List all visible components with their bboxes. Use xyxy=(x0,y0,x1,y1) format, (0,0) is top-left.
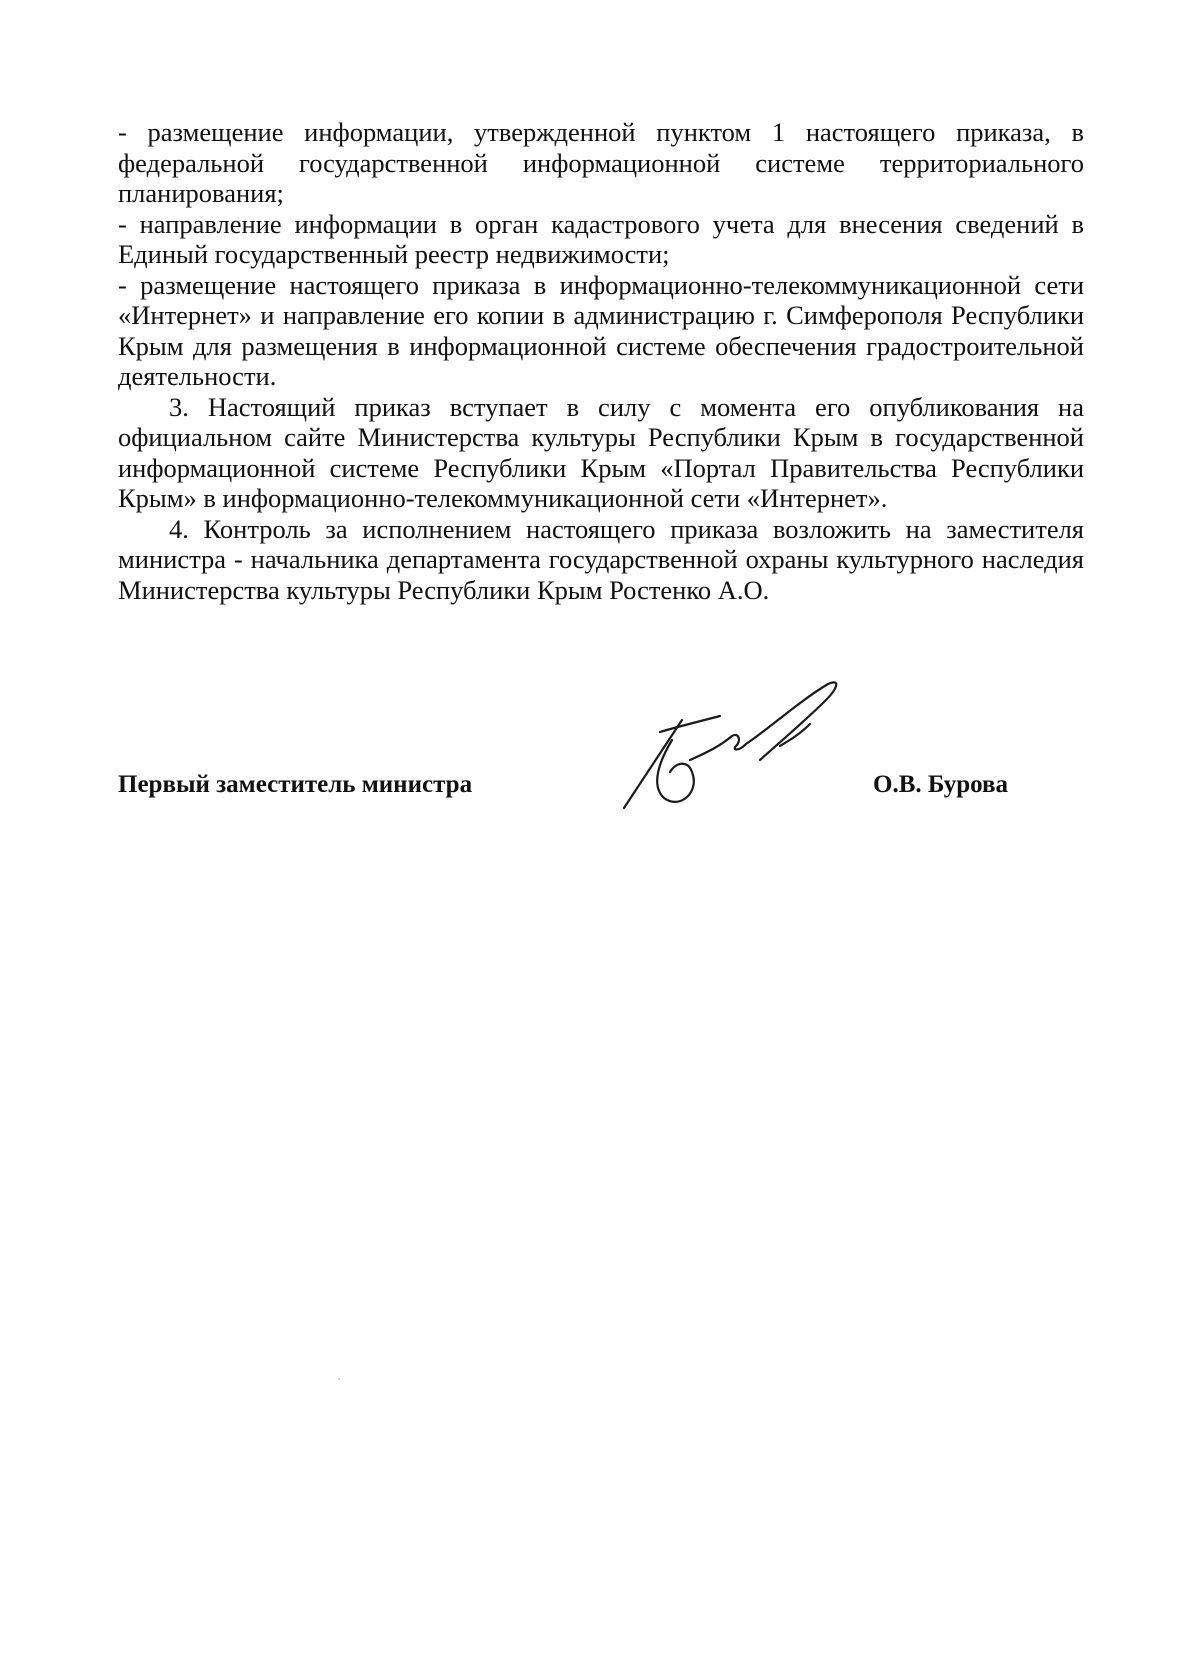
signatory-name: О.В. Бурова xyxy=(873,771,1009,798)
paragraph-item-3: 3. Настоящий приказ вступает в силу с момента его опубликования на официальном сайте Министерства культуры Республики Крым в государственной информационной системе Республики Крым «Портал Правительства Республики Крым» в информационно-телекоммуникационной сети «Интернет». xyxy=(118,391,1084,513)
paragraph-bullet-internet: - размещение настоящего приказа в информационно-телекоммуникационной сети «Интернет» и направление его копии в администрацию г. Симферополя Республики Крым для размещения в информационной системе обеспечения градостроительной деятельности. xyxy=(118,269,1084,391)
handwritten-signature xyxy=(620,680,870,820)
signatory-title: Первый заместитель министра xyxy=(118,771,473,798)
paragraph-item-4: 4. Контроль за исполнением настоящего приказа возложить на заместителя министра - начальника департамента государственной охраны культурного наследия Министерства культуры Республики Крым Ростенко А.О. xyxy=(118,513,1084,605)
paragraph-bullet-fgis: - размещение информации, утвержденной пунктом 1 настоящего приказа, в федеральной государственной информационной системе территориального планирования; xyxy=(118,117,1084,208)
document-body xyxy=(118,117,1084,605)
scan-speck xyxy=(338,1378,340,1380)
paragraph-bullet-cadastre: - направление информации в орган кадастрового учета для внесения сведений в Единый государственный реестр недвижимости; xyxy=(118,208,1084,269)
